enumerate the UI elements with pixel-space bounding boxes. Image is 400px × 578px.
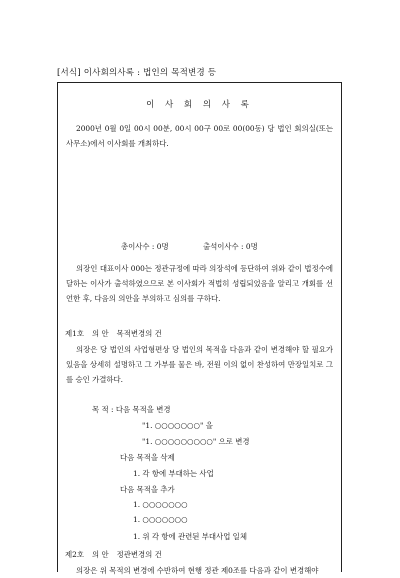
present-directors: 출석이사수 : 0명 <box>203 242 258 251</box>
add-item: 1. 위 각 항에 관련된 부대사업 일체 <box>133 532 247 541</box>
purpose-label: 목 적 : 다음 목적을 변경 <box>92 405 171 414</box>
agenda-item-2-kind: 의 안 <box>91 550 109 559</box>
purpose-to: "1. ○○○○○○○○○" 으로 변경 <box>142 437 250 446</box>
document-header: [서식] 이사회의사록 : 법인의 목적변경 등 <box>57 68 217 78</box>
add-item: 1. ○○○○○○○ <box>133 515 188 524</box>
agenda-item-2-subject: 정관변경의 건 <box>116 550 162 559</box>
agenda-item-1-subject: 목적변경의 건 <box>116 329 162 338</box>
add-header: 다음 목적을 추가 <box>120 485 175 494</box>
agenda-item-1-kind: 의 안 <box>91 329 109 338</box>
agenda-item-1-title <box>65 328 162 339</box>
agenda-item-1-body: 의장은 당 법인의 사업형편상 당 법인의 목적을 다음과 같이 변경해야 할 필요가 있음을 상세히 설명하고 그 가부를 물은 바, 전원 이의 없이 찬성하여 만장일치로 그를 승인 가결하다. <box>66 345 333 384</box>
agenda-item-2-title <box>65 549 162 560</box>
document-title: 이 사 회 의 사 록 <box>146 100 253 110</box>
agenda-item-2-number: 제2호 <box>65 550 84 559</box>
agenda-item-2-body: 의장은 위 목적의 변경에 수반하여 현행 정관 제0조를 다음과 같이 변경해야 <box>76 566 319 575</box>
total-directors: 총이사수 : 0명 <box>121 242 169 251</box>
intro-paragraph: 2000년 0월 0일 00시 00분, 00시 00구 00로 00(00동) 당 법인 회의실(또는 사무소)에서 이사회를 개최하다. <box>66 124 333 148</box>
minutes-frame <box>57 82 342 575</box>
purpose-from: "1. ○○○○○○○" 을 <box>142 421 213 430</box>
delete-header: 다음 목적을 삭제 <box>120 453 175 462</box>
agenda-item-1-number: 제1호 <box>65 329 84 338</box>
delete-item: 1. 각 항에 부대하는 사업 <box>133 469 214 478</box>
opening-paragraph: 의장인 대표이사 000는 정관규정에 따라 의장석에 등단하여 위와 같이 법정수에 달하는 이사가 출석하였으므로 본 이사회가 적법히 성립되었음을 알리고 개회를 선언한 후, 다음의 의안을 부의하고 심의를 구하다. <box>66 264 333 303</box>
add-item: 1. ○○○○○○○ <box>133 500 188 509</box>
